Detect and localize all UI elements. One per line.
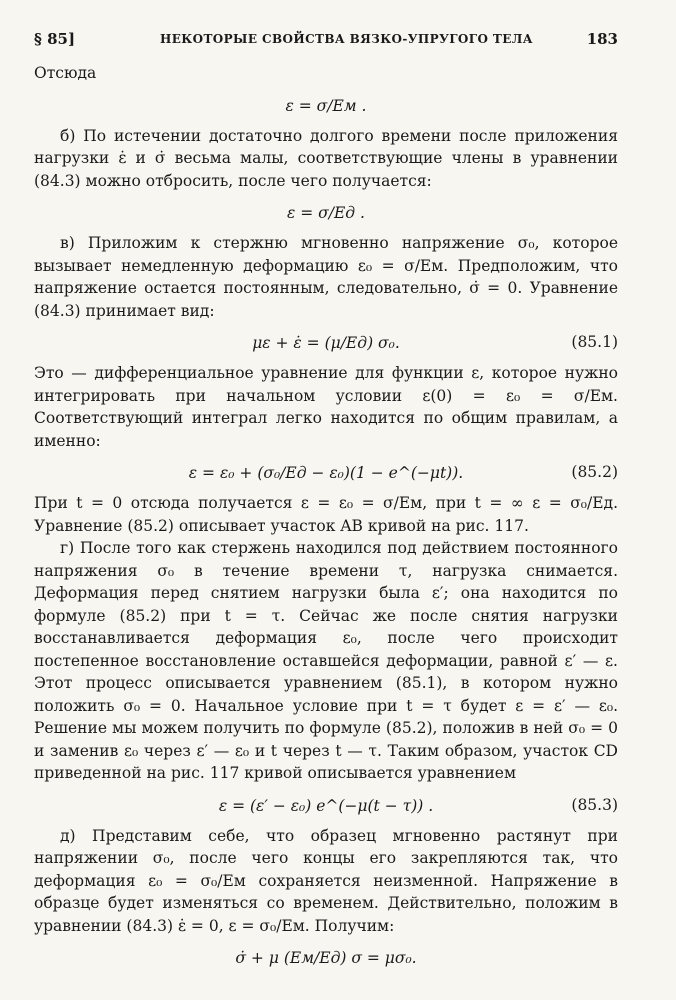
equation-1-formula: ε = σ/Eм . [285, 96, 367, 115]
equation-1 [34, 85, 618, 125]
paragraph-d: д) Представим себе, что образец мгновенно растянут при напряжении σ₀, после чего концы его закрепляются так, что деформация ε₀ = σ₀/Eм сохраняется неизменной. Напряжение в образце будет изменяться со временем. Действительно, положим в уравнении (84.3) ε̇ = 0, ε = σ₀/Eм. Получим: [34, 826, 618, 935]
page-header [34, 30, 618, 54]
equation-2 [34, 192, 618, 232]
equation-85-2-formula: ε = ε₀ + (σ₀/Eд − ε₀)(1 − e^(−μt)). [188, 464, 464, 482]
page-body [34, 62, 618, 977]
equation-85-3-number: (85.3) [571, 795, 618, 814]
equation-85-3 [34, 785, 618, 825]
section-number: § 85] [34, 30, 76, 48]
equation-85-1-number: (85.1) [571, 333, 618, 351]
equation-85-3-formula: ε = (ε′ − ε₀) e^(−μ(t − τ)) . [218, 796, 434, 815]
equation-6 [34, 937, 618, 977]
paragraph-v2: Это — дифференциальное уравнение для функции ε, которое нужно интегрировать при начальном условии ε(0) = ε₀ = σ/Eм. Соответствующий интеграл легко находится по общим правилам, а именно: [34, 364, 618, 450]
page-number: 183 [586, 30, 618, 48]
equation-2-formula: ε = σ/Eд . [287, 204, 365, 222]
running-title: НЕКОТОРЫЕ СВОЙСТВА ВЯЗКО-УПРУГОГО ТЕЛА [160, 32, 533, 46]
equation-85-2-number: (85.2) [571, 463, 618, 481]
equation-85-2 [34, 452, 618, 492]
equation-85-1 [34, 322, 618, 362]
equation-6-formula: σ̇ + μ (Eм/Eд) σ = μσ₀. [235, 949, 417, 967]
paragraph-g: г) После того как стержень находился под действием постоянного напряжения σ₀ в течение времени τ, нагрузка снимается. Деформация перед снятием нагрузки была ε′; она находится по формуле (85.2) при t = τ. Сейчас же после снятия нагрузки восстанавливается деформация ε₀, после чего происходит постепенное восстановление оставшейся деформации, равной ε′ — ε. Этот процесс описывается уравнением (85.1), в котором нужно положить σ₀ = 0. Начальное условие при t = τ будет ε = ε′ — ε₀. Решение мы можем получить по формуле (85.2), положив в ней σ₀ = 0 и заменив ε₀ через ε′ — ε₀ и t через t — τ. Таким образом, участок CD приведенной на рис. 117 кривой описывается уравнением [34, 539, 618, 782]
paragraph-v: в) Приложим к стержню мгновенно напряжение σ₀, которое вызывает немедленную деформацию ε₀ = σ/Eм. Предположим, что напряжение остается постоянным, следовательно, σ̇ = 0. Уравнение (84.3) принимает вид: [34, 234, 618, 320]
equation-85-1-formula: με + ε̇ = (μ/Eд) σ₀. [252, 334, 400, 352]
paragraph-lead: Отсюда [34, 64, 97, 82]
paragraph-b: б) По истечении достаточно долгого времени после приложения нагрузки ε̇ и σ̇ весьма малы, соответствующие члены в уравнении (84.3) можно отбросить, после чего получается: [34, 126, 618, 190]
paragraph-v3: При t = 0 отсюда получается ε = ε₀ = σ/Eм, при t = ∞ ε = σ₀/Eд. Уравнение (85.2) описывает участок AB кривой на рис. 117. [34, 494, 618, 535]
